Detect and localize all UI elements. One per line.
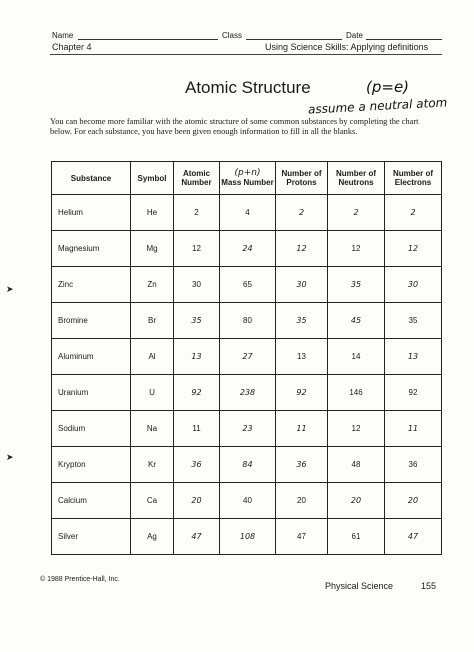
protons-cell[interactable]: 47 <box>276 519 328 555</box>
symbol-cell: Na <box>131 411 174 447</box>
col-header-mass-number <box>220 162 276 195</box>
substance-cell: Silver <box>52 519 131 555</box>
protons-cell[interactable]: 92 <box>276 375 328 411</box>
electrons-cell[interactable]: 30 <box>385 267 442 303</box>
neutrons-cell[interactable]: 2 <box>328 195 385 231</box>
protons-cell[interactable]: 30 <box>276 267 328 303</box>
name-label: Name <box>52 31 74 40</box>
symbol-cell: Kr <box>131 447 174 483</box>
substance-cell: Helium <box>52 195 131 231</box>
protons-cell[interactable]: 11 <box>276 411 328 447</box>
protons-cell[interactable]: 36 <box>276 447 328 483</box>
table-header-row <box>52 162 442 195</box>
table-row <box>52 195 442 231</box>
electrons-cell[interactable]: 2 <box>385 195 442 231</box>
electrons-cell[interactable]: 35 <box>385 303 442 339</box>
table-row <box>52 411 442 447</box>
substance-cell: Sodium <box>52 411 131 447</box>
col-header-symbol: Symbol <box>131 162 174 195</box>
table-row <box>52 231 442 267</box>
symbol-cell: Mg <box>131 231 174 267</box>
neutrons-cell[interactable]: 35 <box>328 267 385 303</box>
protons-cell[interactable]: 2 <box>276 195 328 231</box>
col-header-atomic-number: Atomic Number <box>174 162 220 195</box>
atomic-number-cell[interactable]: 12 <box>174 231 220 267</box>
header-divider <box>50 54 442 55</box>
symbol-cell: He <box>131 195 174 231</box>
chapter-label: Chapter 4 <box>52 42 92 52</box>
mass-header-text: Mass Number <box>221 178 274 187</box>
substance-cell: Krypton <box>52 447 131 483</box>
substance-cell: Bromine <box>52 303 131 339</box>
atomic-number-cell[interactable]: 11 <box>174 411 220 447</box>
substance-cell: Uranium <box>52 375 131 411</box>
col-header-protons: Number of Protons <box>276 162 328 195</box>
electrons-cell[interactable]: 11 <box>385 411 442 447</box>
neutrons-cell[interactable]: 45 <box>328 303 385 339</box>
class-field-line[interactable] <box>246 39 342 40</box>
handwritten-assume-note: assume a neutral atom <box>307 95 448 117</box>
mass-number-cell[interactable]: 24 <box>220 231 276 267</box>
electrons-cell[interactable]: 36 <box>385 447 442 483</box>
neutrons-cell[interactable]: 48 <box>328 447 385 483</box>
neutrons-cell[interactable]: 61 <box>328 519 385 555</box>
atomic-number-cell[interactable]: 92 <box>174 375 220 411</box>
date-field-line[interactable] <box>366 39 442 40</box>
mass-number-cell[interactable]: 40 <box>220 483 276 519</box>
atomic-number-cell[interactable]: 20 <box>174 483 220 519</box>
page-title: Atomic Structure <box>185 78 311 97</box>
mass-number-cell[interactable]: 23 <box>220 411 276 447</box>
copyright: © 1988 Prentice-Hall, Inc. <box>40 576 120 583</box>
page-number: 155 <box>421 581 437 591</box>
mass-number-cell[interactable]: 80 <box>220 303 276 339</box>
atomic-number-cell[interactable]: 47 <box>174 519 220 555</box>
substance-cell: Zinc <box>52 267 131 303</box>
table-row <box>52 375 442 411</box>
subject-label: Physical Science <box>325 581 394 591</box>
atomic-number-cell[interactable]: 2 <box>174 195 220 231</box>
electrons-cell[interactable]: 92 <box>385 375 442 411</box>
col-header-substance: Substance <box>52 162 131 195</box>
mass-number-cell[interactable]: 27 <box>220 339 276 375</box>
neutrons-cell[interactable]: 146 <box>328 375 385 411</box>
handwritten-mass-hint: (p+n) <box>234 168 261 178</box>
atomic-number-cell[interactable]: 35 <box>174 303 220 339</box>
mass-number-cell[interactable]: 238 <box>220 375 276 411</box>
table-row <box>52 303 442 339</box>
table-row <box>52 483 442 519</box>
neutrons-cell[interactable]: 20 <box>328 483 385 519</box>
date-label: Date <box>346 31 363 40</box>
atomic-structure-table <box>51 161 442 555</box>
protons-cell[interactable]: 13 <box>276 339 328 375</box>
symbol-cell: U <box>131 375 174 411</box>
margin-mark: ➤ <box>6 284 14 294</box>
atomic-number-cell[interactable]: 30 <box>174 267 220 303</box>
atomic-number-cell[interactable]: 36 <box>174 447 220 483</box>
mass-number-cell[interactable]: 4 <box>220 195 276 231</box>
substance-cell: Calcium <box>52 483 131 519</box>
neutrons-cell[interactable]: 12 <box>328 411 385 447</box>
margin-mark: ➤ <box>6 452 14 462</box>
electrons-cell[interactable]: 12 <box>385 231 442 267</box>
protons-cell[interactable]: 12 <box>276 231 328 267</box>
mass-number-cell[interactable]: 65 <box>220 267 276 303</box>
substance-cell: Aluminum <box>52 339 131 375</box>
electrons-cell[interactable]: 13 <box>385 339 442 375</box>
skill-label: Using Science Skills: Applying definitions <box>265 42 429 52</box>
intro-paragraph: You can become more familiar with the atomic structure of some common substances by completing the chart below. For each substance, you have been given enough information to fill in all the blanks. <box>50 117 419 136</box>
electrons-cell[interactable]: 20 <box>385 483 442 519</box>
atomic-number-cell[interactable]: 13 <box>174 339 220 375</box>
col-header-neutrons: Number of Neutrons <box>328 162 385 195</box>
name-field-line[interactable] <box>78 39 218 40</box>
symbol-cell: Ca <box>131 483 174 519</box>
electrons-cell[interactable]: 47 <box>385 519 442 555</box>
handwritten-p-equals-e: (p=e) <box>366 78 410 96</box>
neutrons-cell[interactable]: 14 <box>328 339 385 375</box>
neutrons-cell[interactable]: 12 <box>328 231 385 267</box>
mass-number-cell[interactable]: 84 <box>220 447 276 483</box>
mass-number-cell[interactable]: 108 <box>220 519 276 555</box>
symbol-cell: Br <box>131 303 174 339</box>
col-header-electrons: Number of Electrons <box>385 162 442 195</box>
substance-cell: Magnesium <box>52 231 131 267</box>
symbol-cell: Al <box>131 339 174 375</box>
symbol-cell: Zn <box>131 267 174 303</box>
protons-cell[interactable]: 35 <box>276 303 328 339</box>
table-row <box>52 519 442 555</box>
table-body <box>52 195 442 555</box>
symbol-cell: Ag <box>131 519 174 555</box>
protons-cell[interactable]: 20 <box>276 483 328 519</box>
table-row <box>52 339 442 375</box>
table-row <box>52 447 442 483</box>
class-label: Class <box>222 31 243 40</box>
table-row <box>52 267 442 303</box>
